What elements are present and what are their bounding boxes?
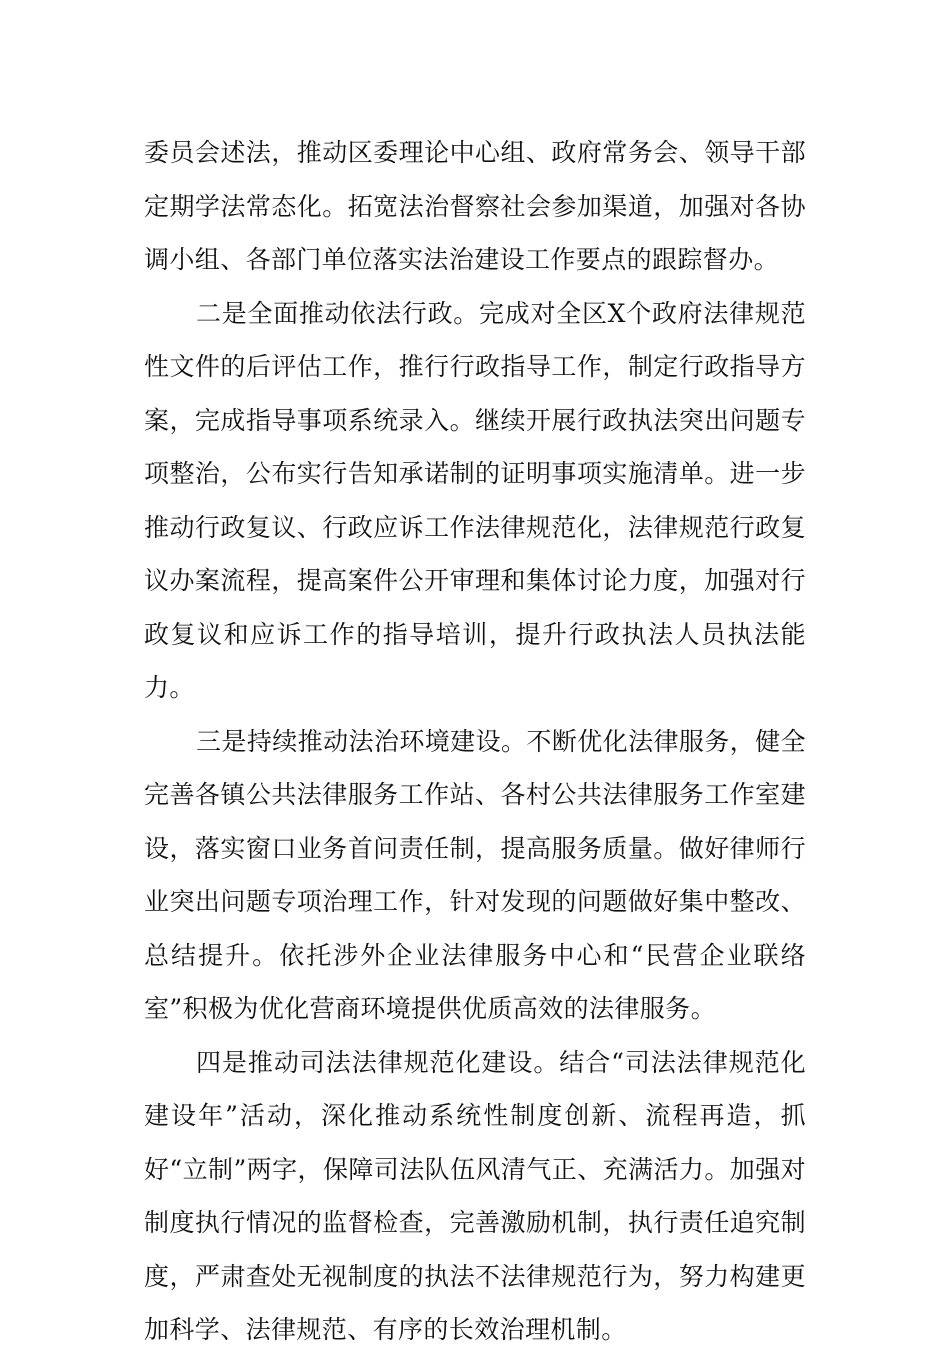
paragraph-continued: 委员会述法，推动区委理论中心组、政府常务会、领导干部定期学法常态化。拓宽法治督察社会参加渠道，加强对各协调小组、各部门单位落实法治建设工作要点的跟踪督办。 — [144, 138, 806, 274]
document-body — [144, 126, 806, 1357]
paragraph-item-four: 四是推动司法法律规范化建设。结合“司法法律规范化建设年”活动，深化推动系统性制度创新、流程再造，抓好“立制”两字，保障司法队伍风清气正、充满活力。加强对制度执行情况的监督检查，完善激励机制，执行责任追究制度，严肃查处无视制度的执法不法律规范行为，努力构建更加科学、法律规范、有序的长效治理机制。 — [144, 1047, 806, 1344]
paragraph-item-three: 三是持续推动法治环境建设。不断优化法律服务，健全完善各镇公共法律服务工作站、各村公共法律服务工作室建设，落实窗口业务首问责任制，提高服务质量。做好律师行业突出问题专项治理工作，针对发现的问题做好集中整改、总结提升。依托涉外企业法律服务中心和“民营企业联络室”积极为优化营商环境提供优质高效的法律服务。 — [144, 726, 806, 1023]
paragraph-item-two: 二是全面推动依法行政。完成对全区X个政府法律规范性文件的后评估工作，推行行政指导工作，制定行政指导方案，完成指导事项系统录入。继续开展行政执法突出问题专项整治，公布实行告知承诺制的证明事项实施清单。进一步推动行政复议、行政应诉工作法律规范化，法律规范行政复议办案流程，提高案件公开审理和集体讨论力度，加强对行政复议和应诉工作的指导培训，提升行政执法人员执法能力。 — [144, 298, 806, 702]
